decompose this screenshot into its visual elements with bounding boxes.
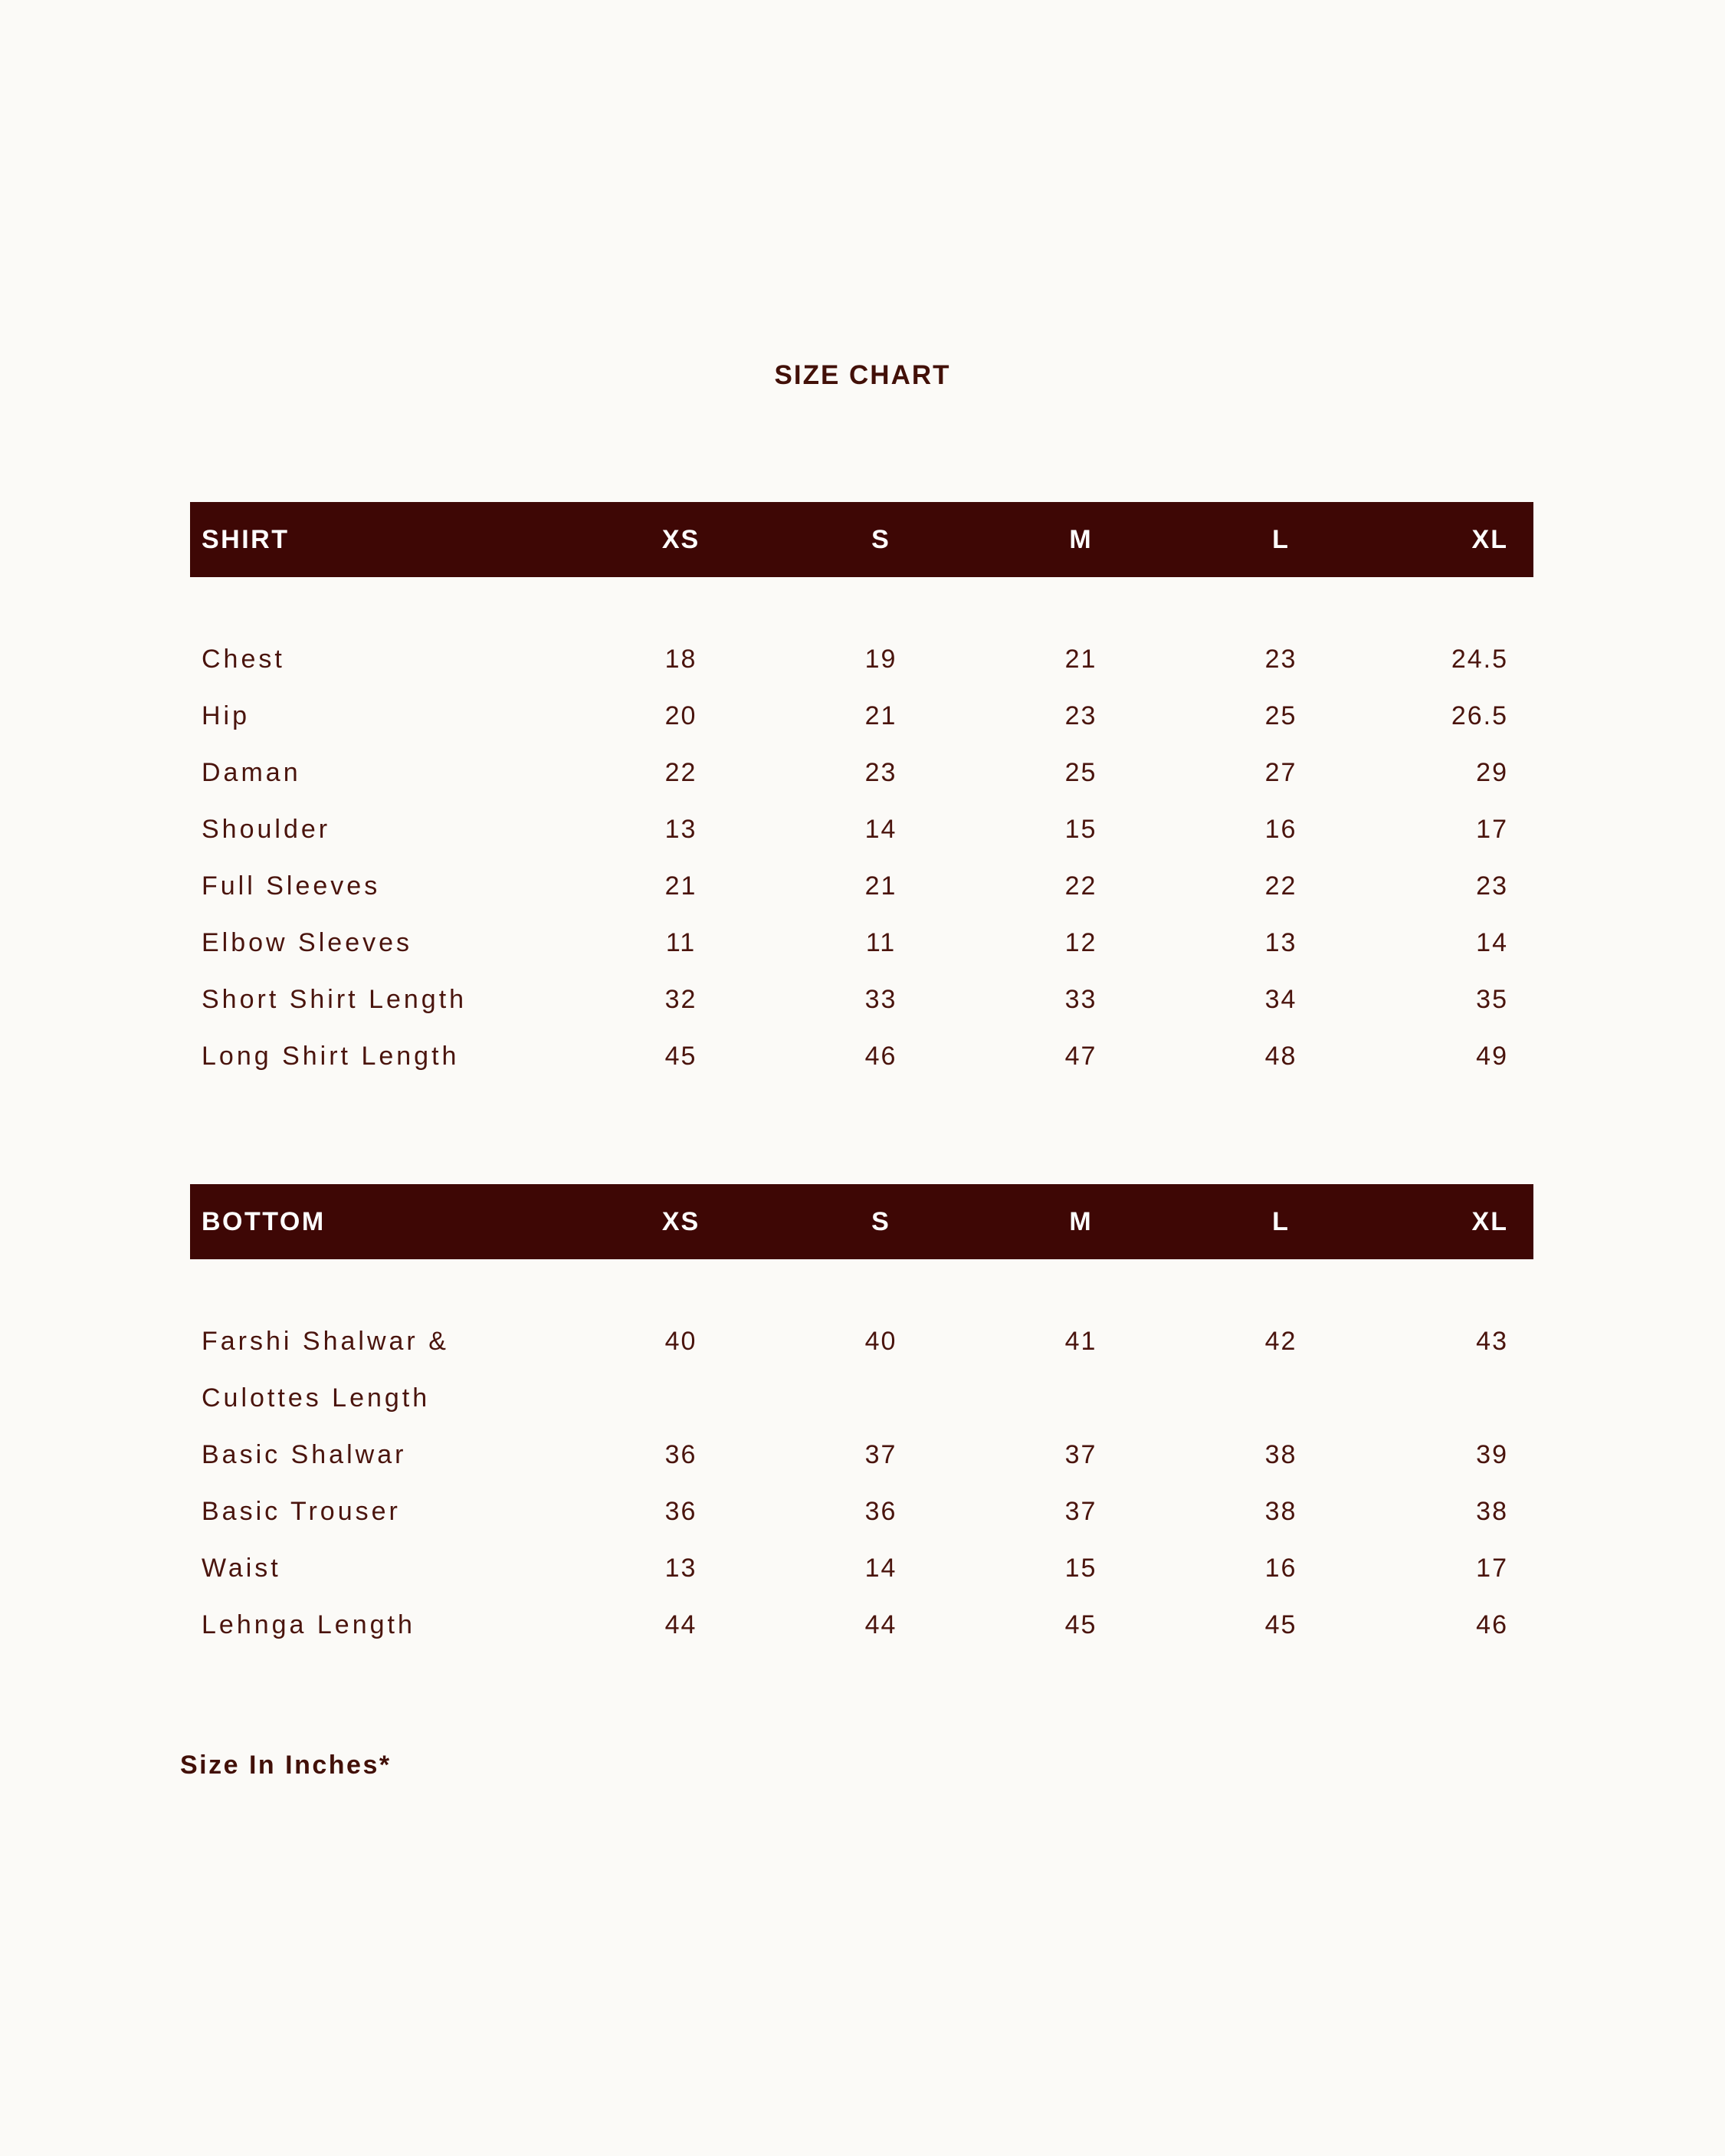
row-value-m: 33 [1064,984,1097,1014]
table-row [190,1540,1533,1596]
row-value-s: 33 [864,984,897,1014]
size-header-s: S [871,524,890,554]
row-label: Elbow Sleeves [202,927,413,957]
shirt-header-label: SHIRT [202,524,290,554]
table-row [190,1483,1533,1540]
table-row [190,971,1533,1028]
shirt-table-header-bar [190,502,1533,577]
row-label: Basic Trouser [202,1496,401,1526]
row-value-xl: 46 [1476,1610,1508,1639]
table-row [190,1370,1533,1426]
row-label: Full Sleeves [202,871,381,901]
row-value-s: 14 [864,814,897,844]
row-value-xl: 17 [1476,814,1508,844]
row-value-l: 42 [1264,1326,1297,1356]
row-value-xl: 23 [1476,871,1508,901]
row-value-m: 22 [1064,871,1097,901]
row-value-s: 21 [864,871,897,901]
row-value-l: 22 [1264,871,1297,901]
row-value-xs: 13 [664,1553,697,1583]
page-title: SIZE CHART [774,360,951,390]
row-value-m: 45 [1064,1610,1097,1639]
row-label: Farshi Shalwar & [202,1326,449,1356]
row-value-s: 40 [864,1326,897,1356]
size-unit-note: Size In Inches* [180,1751,392,1780]
row-value-s: 46 [864,1041,897,1071]
row-label: Waist [202,1553,281,1583]
row-value-s: 14 [864,1553,897,1583]
size-header-xs: XS [661,524,700,554]
size-header-m: M [1069,1206,1093,1236]
row-value-l: 48 [1264,1041,1297,1071]
table-row [190,631,1533,687]
row-label: Culottes Length [202,1383,431,1413]
table-row [190,687,1533,744]
row-value-xs: 20 [664,701,697,730]
row-value-l: 27 [1264,757,1297,787]
row-value-xs: 11 [665,927,697,957]
shirt-table-rows [190,631,1533,1085]
row-value-l: 16 [1264,1553,1297,1583]
row-value-m: 37 [1064,1496,1097,1526]
row-value-s: 19 [864,644,897,674]
size-header-xl: XL [1471,1206,1508,1236]
size-header-l: L [1272,524,1290,554]
row-value-l: 38 [1264,1496,1297,1526]
table-row [190,914,1533,971]
row-value-xl: 29 [1476,757,1508,787]
row-value-s: 44 [864,1610,897,1639]
row-value-m: 47 [1064,1041,1097,1071]
row-value-l: 13 [1264,927,1297,957]
row-value-m: 23 [1064,701,1097,730]
row-value-xl: 17 [1476,1553,1508,1583]
table-row [190,801,1533,858]
row-value-xs: 36 [664,1496,697,1526]
row-value-l: 45 [1264,1610,1297,1639]
row-label: Short Shirt Length [202,984,467,1014]
size-header-m: M [1069,524,1093,554]
row-value-xl: 43 [1476,1326,1508,1356]
row-value-xl: 49 [1476,1041,1508,1071]
row-label: Lehnga Length [202,1610,415,1639]
row-value-s: 37 [864,1439,897,1469]
row-value-l: 38 [1264,1439,1297,1469]
row-value-xs: 32 [664,984,697,1014]
row-value-m: 15 [1064,814,1097,844]
row-label: Daman [202,757,301,787]
row-value-xs: 13 [664,814,697,844]
row-label: Long Shirt Length [202,1041,460,1071]
row-value-xs: 18 [664,644,697,674]
bottom-header-label: BOTTOM [202,1206,326,1236]
table-row [190,1596,1533,1653]
row-label: Chest [202,644,285,674]
table-row [190,1313,1533,1370]
row-value-l: 16 [1264,814,1297,844]
row-value-xs: 40 [664,1326,697,1356]
row-value-xl: 35 [1476,984,1508,1014]
row-value-m: 25 [1064,757,1097,787]
row-value-xs: 45 [664,1041,697,1071]
row-value-xs: 44 [664,1610,697,1639]
table-row [190,1028,1533,1085]
row-value-m: 37 [1064,1439,1097,1469]
row-value-s: 21 [864,701,897,730]
row-value-l: 25 [1264,701,1297,730]
row-value-s: 11 [865,927,897,957]
row-value-m: 41 [1064,1326,1097,1356]
row-value-m: 12 [1064,927,1097,957]
table-row [190,744,1533,801]
bottom-table-header-bar [190,1184,1533,1259]
bottom-table-rows [190,1313,1533,1653]
row-value-xs: 22 [664,757,697,787]
row-value-xl: 38 [1476,1496,1508,1526]
row-value-l: 34 [1264,984,1297,1014]
row-value-xl: 24.5 [1451,644,1508,674]
size-header-l: L [1272,1206,1290,1236]
row-label: Hip [202,701,251,730]
row-value-s: 23 [864,757,897,787]
row-value-xl: 14 [1476,927,1508,957]
row-label: Basic Shalwar [202,1439,407,1469]
row-value-xs: 36 [664,1439,697,1469]
row-value-m: 21 [1064,644,1097,674]
size-header-xl: XL [1471,524,1508,554]
table-row [190,858,1533,914]
row-value-s: 36 [864,1496,897,1526]
row-value-xl: 26.5 [1451,701,1508,730]
size-header-xs: XS [661,1206,700,1236]
row-value-l: 23 [1264,644,1297,674]
size-header-s: S [871,1206,890,1236]
row-value-m: 15 [1064,1553,1097,1583]
row-value-xl: 39 [1476,1439,1508,1469]
row-label: Shoulder [202,814,331,844]
row-value-xs: 21 [664,871,697,901]
table-row [190,1426,1533,1483]
